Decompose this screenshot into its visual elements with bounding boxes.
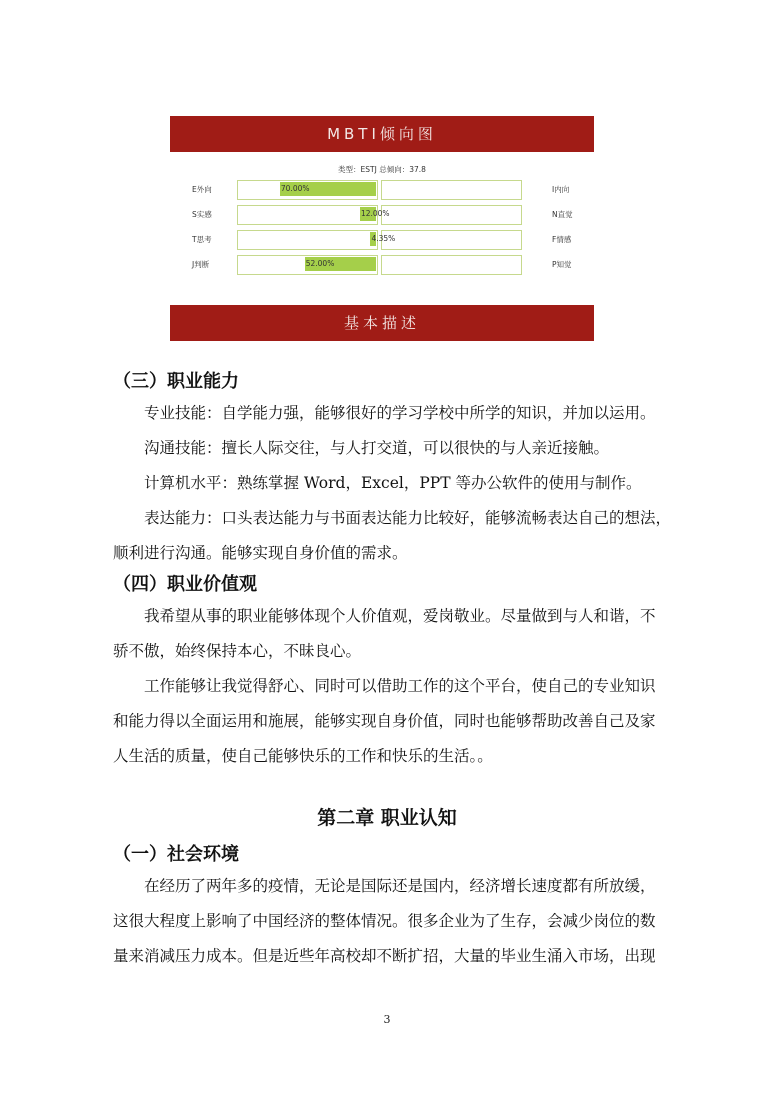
mbti-left-label: T思考 <box>192 235 212 244</box>
paragraph-line: 在经历了两年多的疫情，无论是国际还是国内，经济增长速度都有所放缓， <box>144 877 656 895</box>
mbti-right-label: N直觉 <box>552 210 573 219</box>
mbti-left-box <box>237 205 378 225</box>
mbti-right-box <box>381 255 522 275</box>
paragraph-line: 人生活的质量，使自己能够快乐的工作和快乐的生活。。 <box>113 747 493 765</box>
mbti-percent-label: 12.00% <box>360 209 390 218</box>
mbti-percent-label: 4.35% <box>371 234 396 243</box>
mbti-right-label: I内向 <box>552 185 570 194</box>
mbti-percent-label: 52.00% <box>305 259 335 268</box>
paragraph-line: 表达能力：口头表达能力与书面表达能力比较好，能够流畅表达自己的想法， <box>144 509 672 527</box>
mbti-row <box>170 230 594 250</box>
mbti-chart-header: MBTI倾向图 <box>170 116 594 152</box>
mbti-row <box>170 205 594 225</box>
mbti-right-box <box>381 180 522 200</box>
paragraph-line: 这很大程度上影响了中国经济的整体情况。很多企业为了生存，会减少岗位的数 <box>113 912 656 930</box>
paragraph-line: 计算机水平：熟练掌握 Word，Excel，PPT 等办公软件的使用与制作。 <box>144 474 642 492</box>
paragraph-line: 沟通技能：擅长人际交往，与人打交道，可以很快的与人亲近接触。 <box>144 439 610 457</box>
page-number: 3 <box>383 1013 391 1026</box>
paragraph-line: 专业技能：自学能力强，能够很好的学习学校中所学的知识，并加以运用。 <box>144 404 656 422</box>
mbti-percent-label: 70.00% <box>280 184 310 193</box>
section-heading-career-ability: （三）职业能力 <box>113 371 239 392</box>
paragraph-line: 顺利进行沟通。能够实现自身价值的需求。 <box>113 544 408 562</box>
mbti-left-label: J判断 <box>192 260 210 269</box>
mbti-left-label: S实感 <box>192 210 212 219</box>
section-heading-social-environment: （一）社会环境 <box>113 844 239 865</box>
paragraph-line: 骄不傲，始终保持本心，不昧良心。 <box>113 642 362 660</box>
mbti-right-label: F情感 <box>552 235 572 244</box>
mbti-row <box>170 255 594 275</box>
mbti-row <box>170 180 594 200</box>
mbti-left-box <box>237 230 378 250</box>
basic-description-header: 基本描述 <box>170 305 594 341</box>
mbti-left-label: E外向 <box>192 185 212 194</box>
paragraph-line: 量来消减压力成本。但是近些年高校却不断扩招，大量的毕业生涌入市场，出现 <box>113 947 656 965</box>
paragraph-line: 和能力得以全面运用和施展，能够实现自身价值，同时也能够帮助改善自己及家 <box>113 712 656 730</box>
mbti-summary: 类型：ESTJ 总倾向：37.8 <box>338 165 426 174</box>
section-heading-career-values: （四）职业价值观 <box>113 574 257 595</box>
paragraph-line: 工作能够让我觉得舒心、同时可以借助工作的这个平台，使自己的专业知识 <box>144 677 656 695</box>
mbti-right-box <box>381 230 522 250</box>
paragraph-line: 我希望从事的职业能够体现个人价值观，爱岗敬业。尽量做到与人和谐，不 <box>144 607 656 625</box>
chapter-title: 第二章 职业认知 <box>317 807 457 829</box>
mbti-right-box <box>381 205 522 225</box>
mbti-right-label: P知觉 <box>552 260 572 269</box>
